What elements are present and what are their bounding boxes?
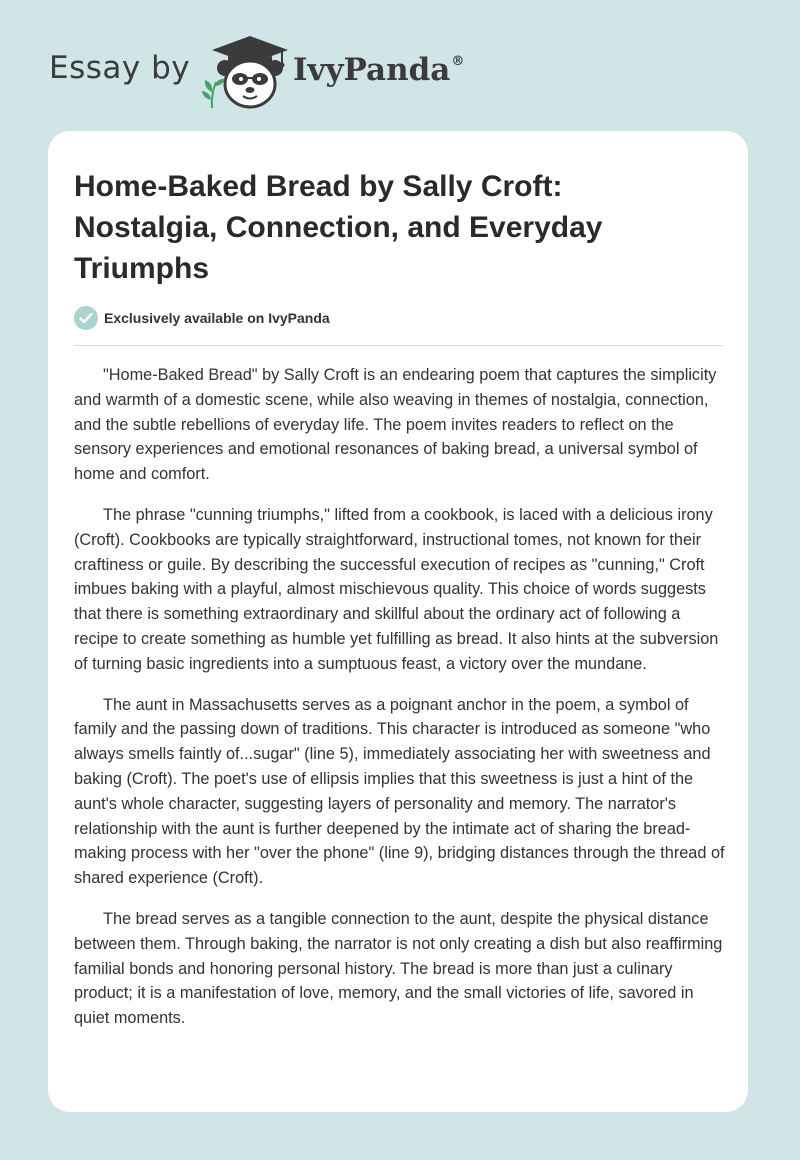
ivypanda-wordmark[interactable] [293, 52, 464, 88]
paragraph: "Home-Baked Bread" by Sally Croft is an endearing poem that captures the simplicity and warmth of a domestic scene, while also weaving in themes of nostalgia, connection, and the subtle rebellions of everyday life. The poem invites readers to reflect on the sensory experiences and emotional resonances of baking bread, a universal symbol of home and comfort. [74, 366, 717, 484]
essay-body [74, 363, 729, 1047]
paragraph: The phrase "cunning triumphs," lifted from a cookbook, is laced with a delicious irony (Croft). Cookbooks are typically straightforward, instructional tomes, not known for their craftiness or guile. By describing the successful execution of recipes as "cunning," Croft imbues baking with a playful, almost mischievous quality. This choice of words suggests that there is something extraordinary and skillful about the ordinary act of following a recipe to create something as humble yet fulfilling as bread. It also hints at the subversion of turning basic ingredients into a sumptuous feast, a victory over the mundane. [74, 505, 719, 673]
registered-mark: ® [451, 54, 465, 69]
site-header [0, 0, 800, 130]
exclusive-label: Exclusively available on IvyPanda [104, 310, 330, 326]
check-circle-icon [74, 306, 98, 330]
exclusive-badge [74, 305, 330, 331]
logo-text: IvyPanda [293, 52, 451, 88]
essay-title: Home-Baked Bread by Sally Croft: Nostalgia, Connection, and Everyday Triumphs [74, 170, 603, 285]
essay-by-label: Essay by [49, 50, 191, 86]
paragraph: The bread serves as a tangible connection to the aunt, despite the physical distance between them. Through baking, the narrator is not only creating a dish but also reaffirming familial bonds and honoring personal history. The bread is more than just a culinary product; it is a manifestation of love, memory, and the small victories of life, savored in quiet moments. [74, 909, 723, 1028]
panda-graduate-icon[interactable] [198, 34, 292, 110]
essay-card [48, 131, 748, 1112]
paragraph: The aunt in Massachusetts serves as a poignant anchor in the poem, a symbol of family and the passing down of traditions. This character is introduced as someone "who always smells faintly of...sugar" (line 5), immediately associating her with sweetness and baking (Croft). The poet's use of ellipsis implies that this sweetness is just a hint of the aunt's whole character, suggesting layers of personality and memory. The narrator's relationship with the aunt is further deepened by the intimate act of sharing the bread-making process with her "over the phone" (line 9), bridging distances through the thread of shared experience (Croft). [74, 695, 725, 888]
title-divider [74, 345, 723, 346]
